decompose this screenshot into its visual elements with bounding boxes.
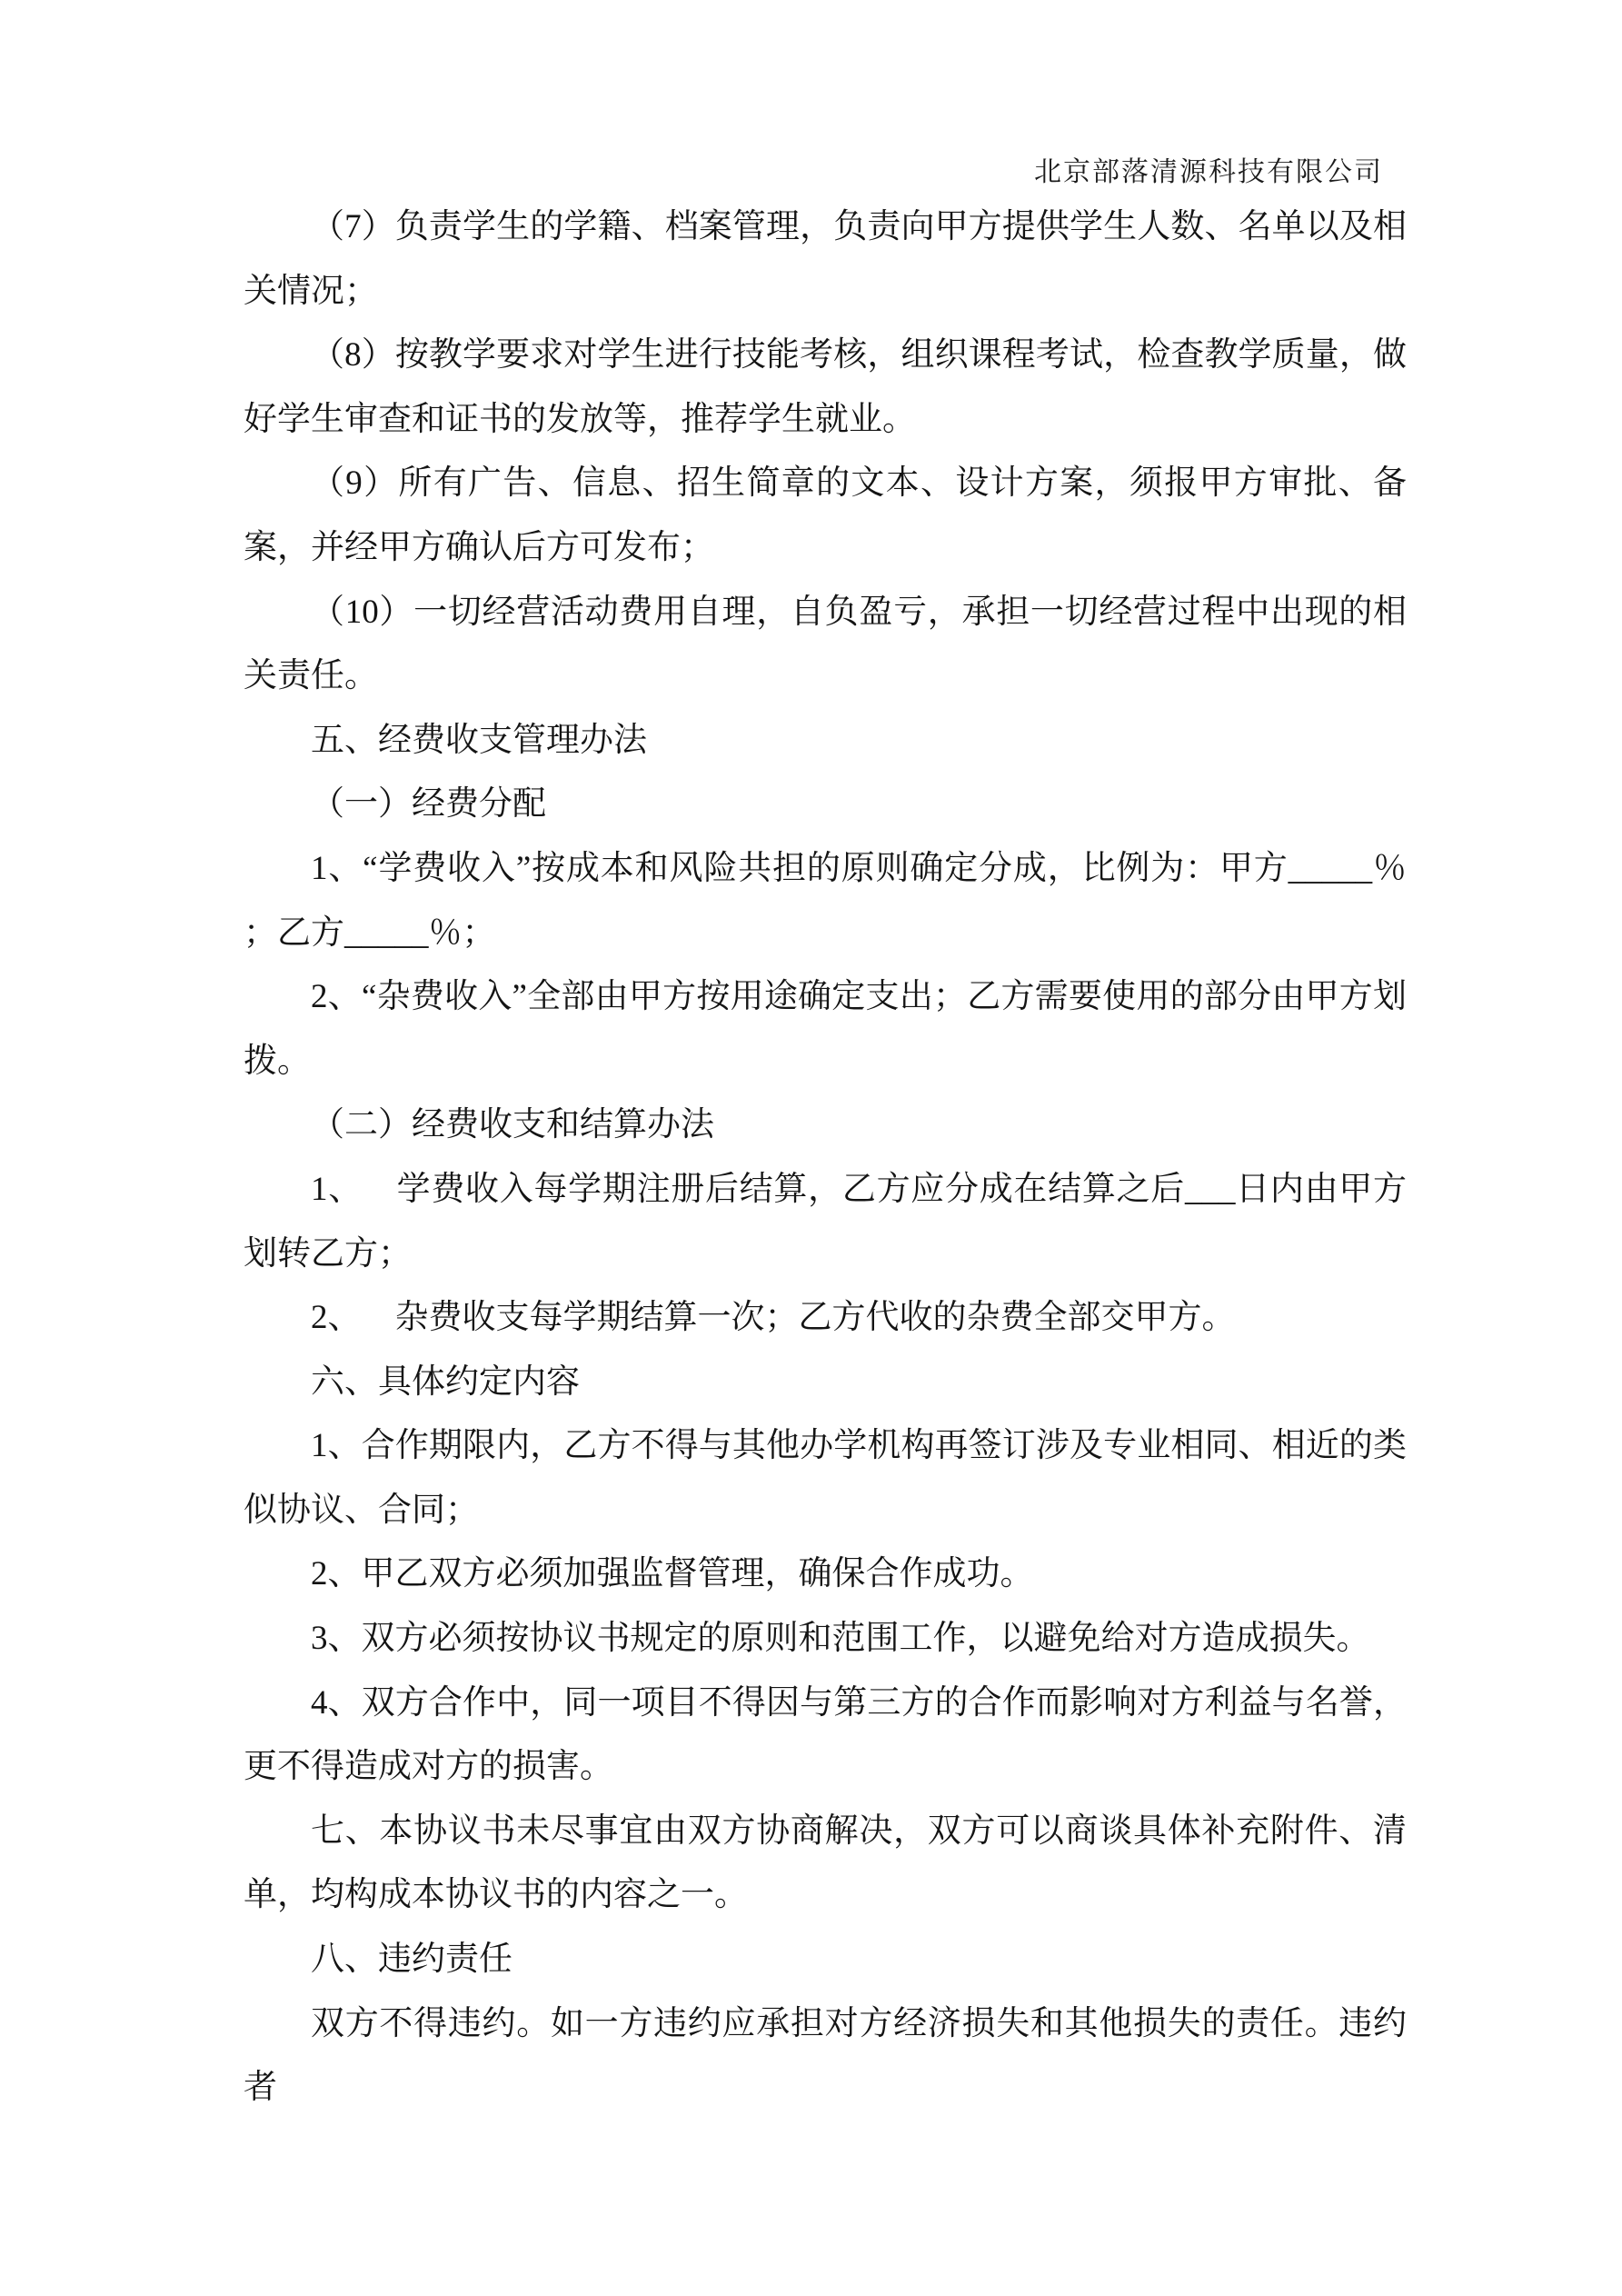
paragraph: 4、双方合作中，同一项目不得因与第三方的合作而影响对方利益与名誉，更不得造成对方的损害。 — [244, 1683, 1407, 1786]
paragraph: 3、双方必须按协议书规定的原则和范围工作，以避免给对方造成损失。 — [311, 1620, 1370, 1658]
paragraph: 2、“杂费收入”全部由甲方按用途确定支出；乙方需要使用的部分由甲方划拨。 — [244, 978, 1407, 1080]
paragraph: （9）所有广告、信息、招生简章的文本、设计方案，须报甲方审批、备案，并经甲方确认后方可发布； — [244, 464, 1407, 566]
paragraph: （7）负责学生的学籍、档案管理，负责向甲方提供学生人数、名单以及相关情况； — [244, 208, 1407, 310]
paragraph: 八、违约责任 — [311, 1941, 512, 1979]
company-header: 北京部落清源科技有限公司 — [1034, 157, 1383, 187]
paragraph: （10）一切经营活动费用自理，自负盈亏，承担一切经营过程中出现的相关责任。 — [244, 593, 1407, 695]
paragraph: （一）经费分配 — [311, 785, 546, 824]
paragraph: 六、具体约定内容 — [311, 1363, 580, 1401]
paragraph: 双方不得违约。如一方违约应承担对方经济损失和其他损失的责任。违约者 — [244, 2004, 1407, 2107]
paragraph: 1、 学费收入每学期注册后结算，乙方应分成在结算之后___日内由甲方划转乙方； — [244, 1170, 1407, 1273]
paragraph: （二）经费收支和结算办法 — [311, 1106, 714, 1144]
paragraph: 2、 杂费收支每学期结算一次；乙方代收的杂费全部交甲方。 — [311, 1299, 1236, 1337]
document-body — [244, 195, 1407, 2121]
paragraph: 2、甲乙双方必须加强监督管理，确保合作成功。 — [311, 1555, 1034, 1593]
paragraph: 1、合作期限内，乙方不得与其他办学机构再签订涉及专业相同、相近的类似协议、合同； — [244, 1427, 1407, 1529]
paragraph: （8）按教学要求对学生进行技能考核，组织课程考试，检查教学质量，做好学生审查和证书的发放等，推荐学生就业。 — [244, 336, 1407, 438]
paragraph: 七、本协议书未尽事宜由双方协商解决，双方可以商谈具体补充附件、清单，均构成本协议书的内容之一。 — [244, 1812, 1407, 1914]
paragraph: 五、经费收支管理办法 — [311, 721, 647, 759]
paragraph: 1、“学费收入”按成本和风险共担的原则确定分成，比例为：甲方_____％ ；乙方_____％； — [244, 849, 1407, 952]
